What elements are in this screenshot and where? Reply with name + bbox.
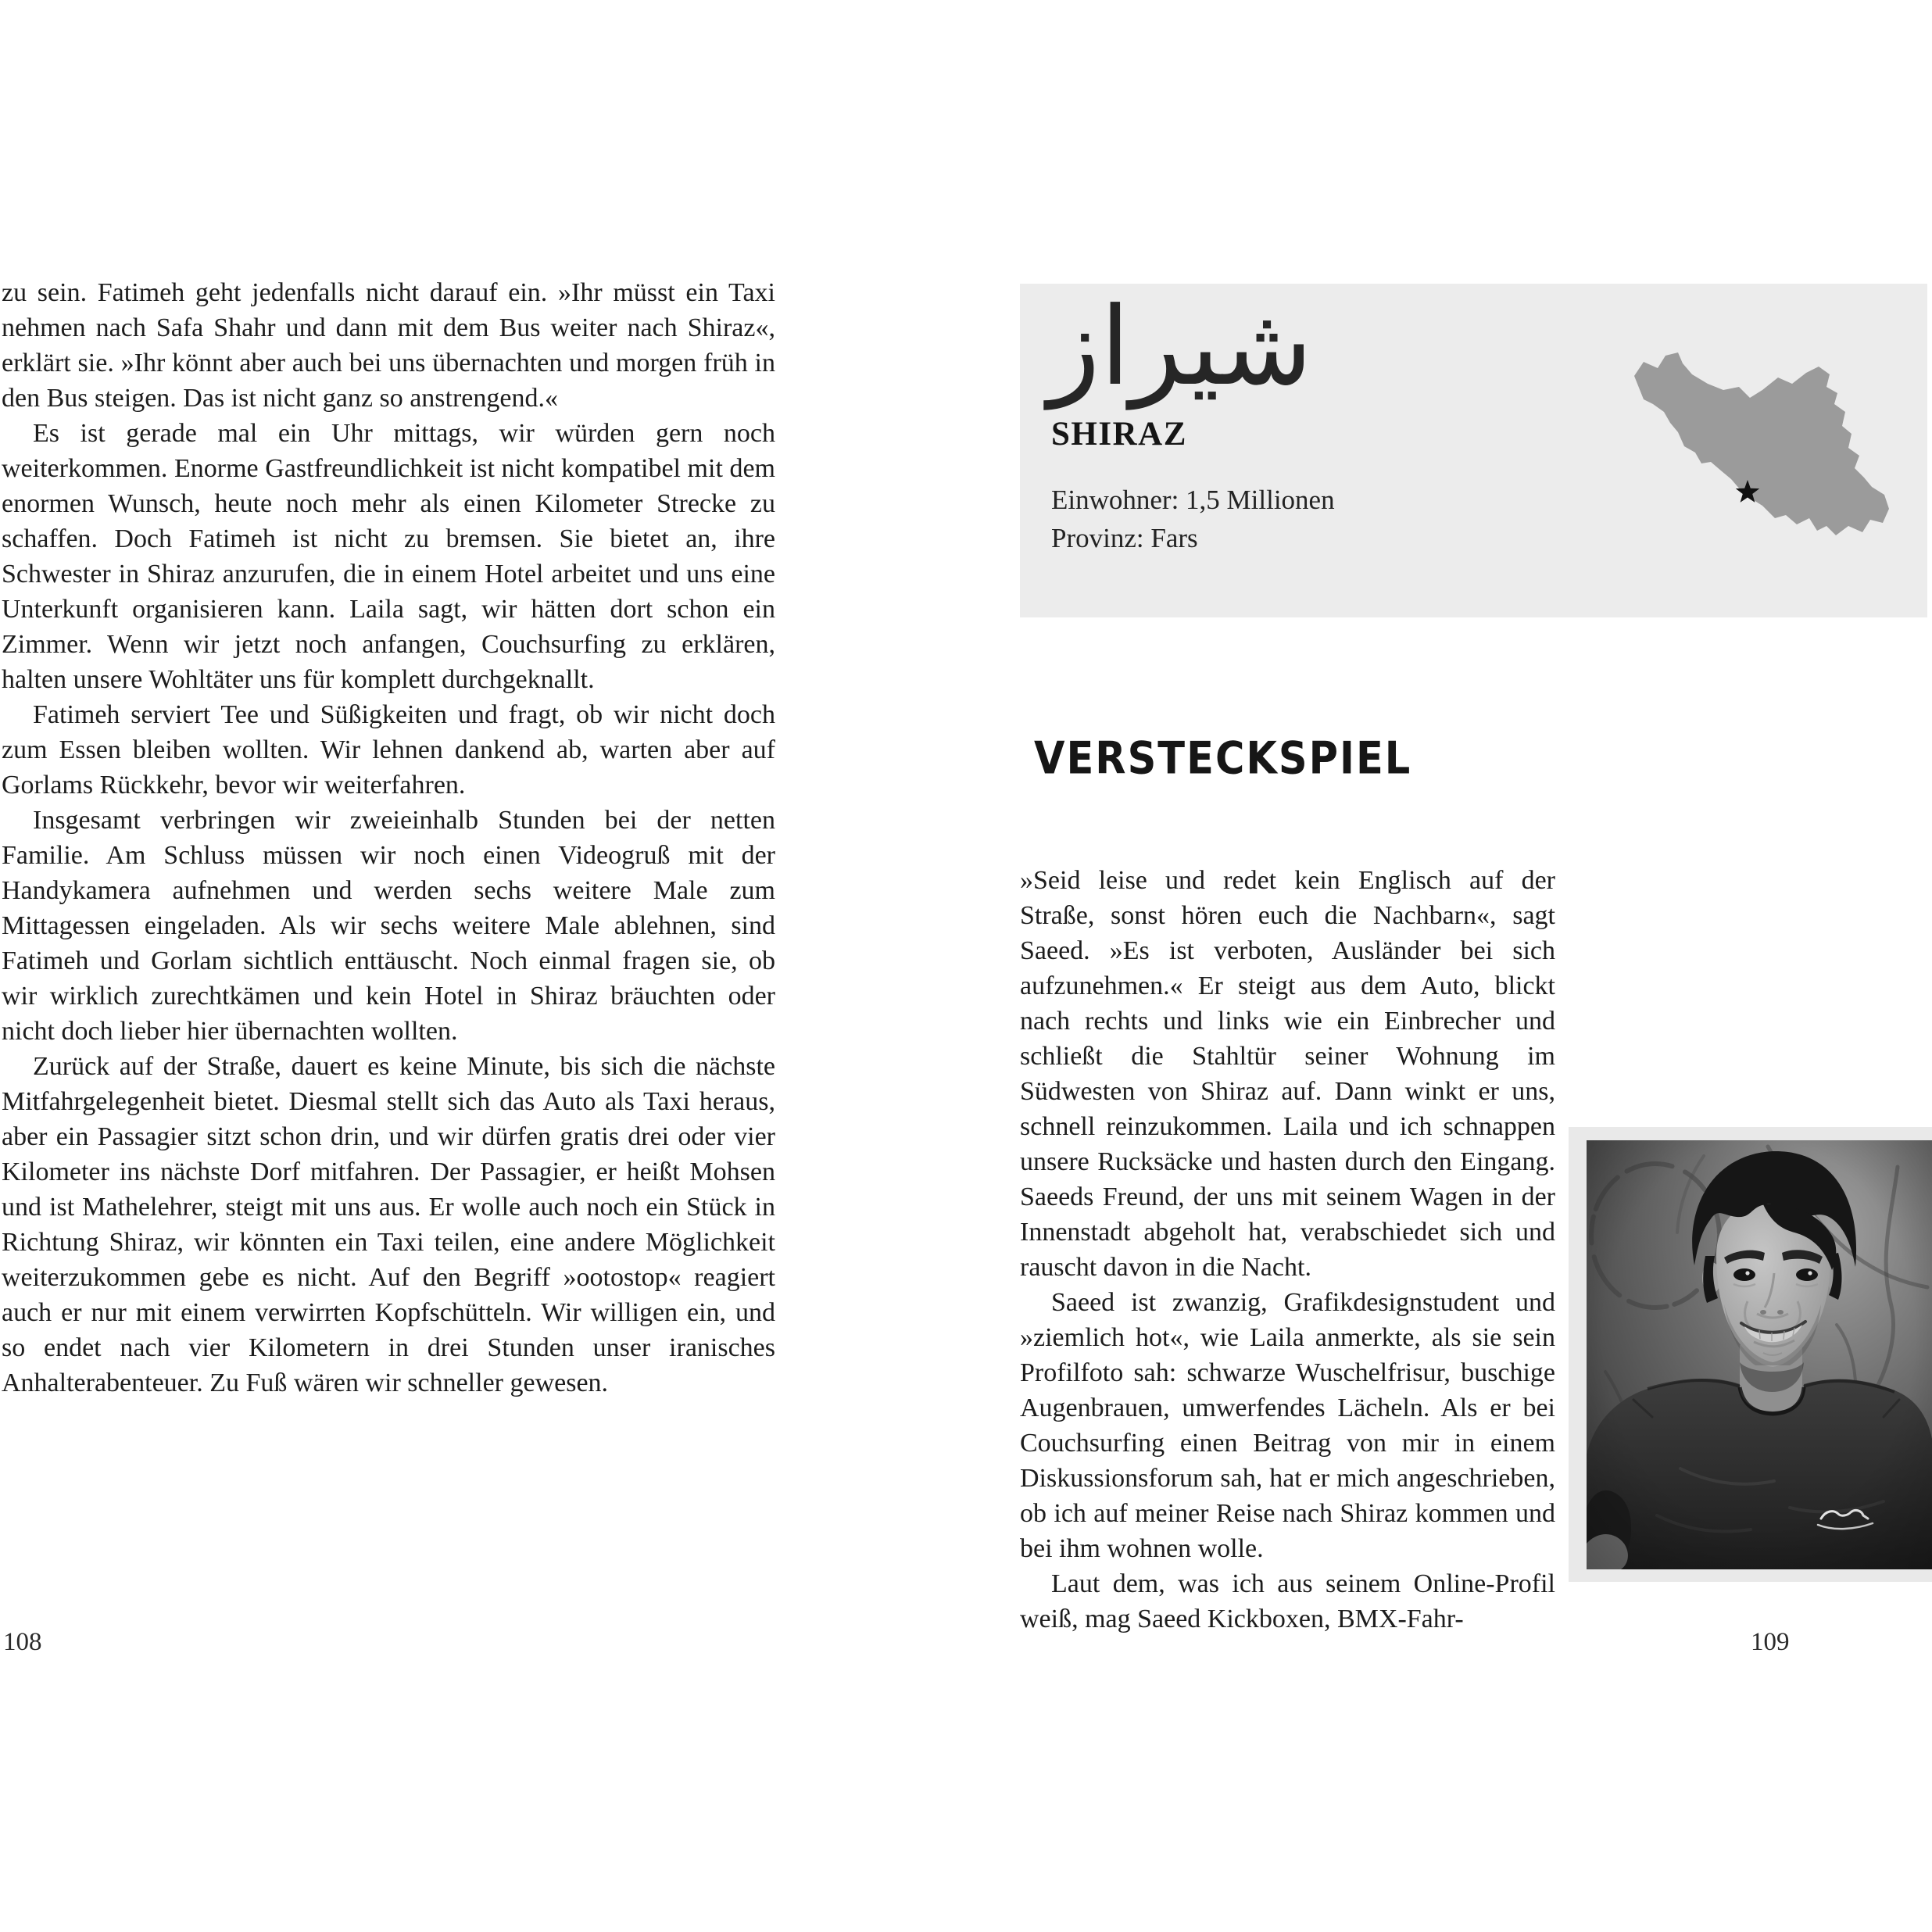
paragraph: Es ist gerade mal ein Uhr mittags, wir würden gern noch weiterkommen. Enorme Gastfreundlichkeit ist nicht kompatibel mit dem enormen Wunsch, heute noch mehr als einen Kilometer Strecke zu schaffen. Doch Fatimeh ist nicht zu bremsen. Sie bietet an, ihre Schwester in Shiraz anzurufen, die in einem Hotel arbeitet und uns eine Unterkunft organisieren kann. Laila sagt, wir hätten dort schon ein Zimmer. Wenn wir jetzt noch anfangen, Couchsurfing zu erklären, halten unsere Wohltäter uns für komplett durchgeknallt. — [2, 419, 775, 694]
saeed-photo — [1555, 1127, 1794, 1582]
right-text-column — [1020, 863, 1794, 1637]
city-infobox — [1020, 284, 1927, 617]
paragraph: Zurück auf der Straße, dauert es keine Minute, bis sich die nächste Mitfahrgelegenheit bietet. Diesmal stellt sich das Auto als Taxi heraus, aber ein Passagier sitzt schon drin, und wir dürfen gratis drei oder vier Kilometer ins nächste Dorf mitfahren. Der Passagier, er heißt Mohsen und ist Mathelehrer, steigt mit uns aus. Er wolle auch noch ein Stück in Richtung Shiraz, wir könnten ein Taxi teilen, eine andere Möglichkeit weiterzukommen gebe es nicht. Auf den Begriff »ootostop« reagiert auch er nur mit einem verwirrten Kopfschütteln. Wir willigen ein, und so endet nach vier Kilometern in drei Stunden unser iranisches Anhalterabenteuer. Zu Fuß wären wir schneller gewesen. — [2, 1052, 775, 1397]
page-number-right: 109 — [1751, 1628, 1790, 1656]
city-facts — [1051, 481, 1335, 557]
iran-map-icon — [1631, 345, 1891, 557]
left-text-column — [2, 275, 775, 1401]
paragraph: zu sein. Fatimeh geht jedenfalls nicht darauf ein. »Ihr müsst ein Taxi nehmen nach Safa Shahr und dann mit dem Bus weiter nach Shiraz«, erklärt sie. »Ihr könnt aber auch bei uns übernachten und morgen früh in den Bus steigen. Das ist nicht ganz so anstrengend.« — [2, 278, 775, 413]
population-fact: Einwohner: 1,5 Millionen — [1051, 485, 1335, 515]
city-name-arabic: شيراز — [1048, 284, 1313, 410]
paragraph — [1020, 863, 1794, 1285]
portrait-illustration — [1587, 1140, 1932, 1569]
chapter-title: VERSTECKSPIEL — [1034, 733, 1412, 785]
paragraph-text: »Seid leise und redet kein Englisch auf der Straße, sonst hören euch die Nachbarn«, sagt Saeed. »Es ist verboten, Ausländer bei sich aufzunehmen.« Er steigt aus dem Auto, blickt nach rechts und links wie ein Einbrecher und schließt die Stahltür seiner Wohnung im Südwesten von Shiraz auf. Dann winkt er uns, schnell reinzukommen. Laila und ich schnappen unsere Rucksäcke und hasten durch den Eingang. Saeeds Freund, der uns mit seinem Wagen in der Innenstadt abgeholt hat, verabschiedet sich und rauscht davon in die Nacht. — [1020, 866, 1555, 1282]
page-number-left: 108 — [3, 1628, 42, 1656]
province-fact: Provinz: Fars — [1051, 523, 1198, 553]
photo-frame — [1569, 1127, 1932, 1582]
city-name: SHIRAZ — [1051, 416, 1187, 453]
paragraph: Saeed ist zwanzig, Grafikdesignstudent und »ziemlich hot«, wie Laila anmerkte, als sie sein Profilfoto sah: schwarze Wuschelfrisur, buschige Augenbrauen, umwerfendes Lächeln. Als er bei Couchsurfing einen Beitrag von mir in einem Diskussionsforum sah, hat er mich angeschrieben, ob ich auf meiner Reise nach Shiraz kommen und bei ihm wohnen wolle. — [1020, 1288, 1555, 1563]
paragraph: Laut dem, was ich aus seinem Online-Profil weiß, mag Saeed Kickboxen, BMX-Fahr- — [1020, 1569, 1555, 1633]
paragraph: Fatimeh serviert Tee und Süßigkeiten und fragt, ob wir nicht doch zum Essen bleiben wollten. Wir lehnen dankend ab, warten aber auf Gorlams Rückkehr, bevor wir weiterfahren. — [2, 700, 775, 800]
paragraph: Insgesamt verbringen wir zweieinhalb Stunden bei der netten Familie. Am Schluss müssen wir noch einen Videogruß mit der Handykamera aufnehmen und werden sechs weitere Male zum Mittagessen eingeladen. Als wir sechs weitere Male ablehnen, sind Fatimeh und Gorlam sichtlich enttäuscht. Noch einmal fragen sie, ob wir wirklich zurechtkämen und kein Hotel in Shiraz bräuchten oder nicht doch lieber hier übernachten wollten. — [2, 806, 775, 1046]
